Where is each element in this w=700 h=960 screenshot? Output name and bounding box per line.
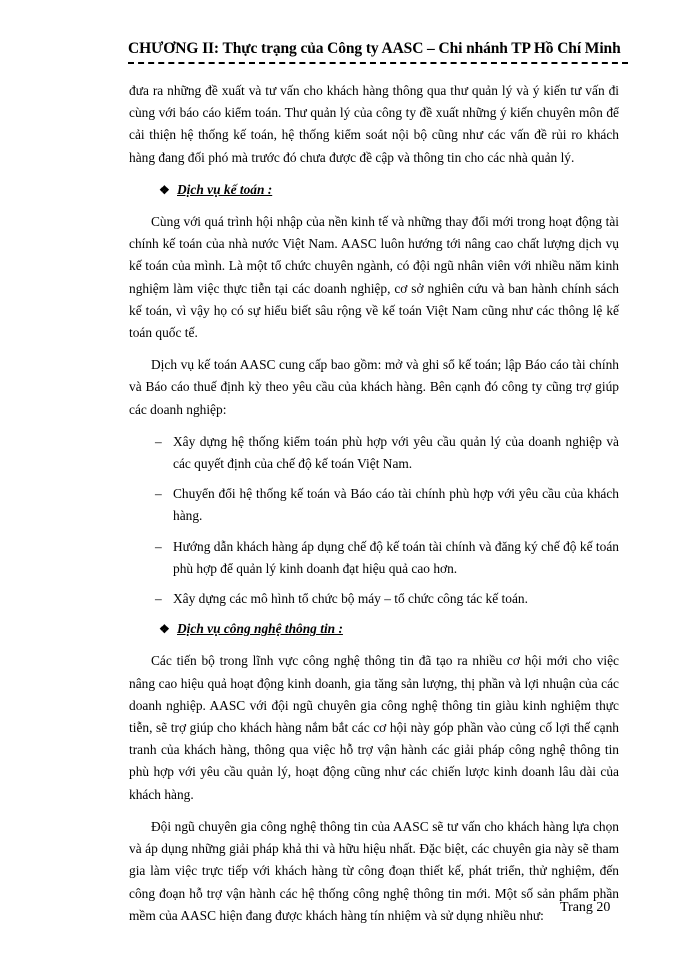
- diamond-bullet-icon: ❖: [159, 622, 170, 637]
- list-item-text: Xây dựng các mô hình tổ chức bộ máy – tổ chức công tác kế toán.: [173, 591, 528, 607]
- page-number: Trang 20: [560, 900, 611, 915]
- section-heading-accounting: [159, 179, 619, 201]
- diamond-bullet-icon: ❖: [159, 182, 170, 197]
- page-body: [129, 80, 619, 937]
- section-heading-text: Dịch vụ kế toán :: [177, 181, 273, 197]
- intro-paragraph: đưa ra những đề xuất và tư vấn cho khách hàng thông qua thư quản lý và ý kiến tư vấn đi cùng với báo cáo kiểm toán. Thư quản lý của công ty đề xuất những ý kiến chuyên môn để cải thiện hệ thống kế toán, hệ thống kiểm soát nội bộ cũng như các vấn đề rủi ro khách hàng đang đối phó mà trước đó chưa được đề cập và thông tin cho các nhà quản lý.: [129, 83, 619, 165]
- it-paragraph-2: Đội ngũ chuyên gia công nghệ thông tin của AASC sẽ tư vấn cho khách hàng lựa chọn và áp dụng những giải pháp khả thi và hữu hiệu nhất. Đặc biệt, các chuyên gia này sẽ tham gia làm việc trực tiếp với khách hàng từ công đoạn thiết kế, phát triển, thử nghiệm, đến công đoạn hỗ trợ vận hành các hệ thống công nghệ thông tin mới. Một số sản phẩm phần mềm của AASC hiện đang được khách hàng tín nhiệm và sử dụng nhiều như:: [129, 818, 619, 923]
- accounting-bullet-list: [129, 431, 619, 610]
- list-item: [129, 588, 619, 610]
- list-item: [129, 536, 619, 580]
- dash-bullet-icon: –: [155, 538, 162, 554]
- list-item-text: Xây dựng hệ thống kiểm toán phù hợp với yêu cầu quản lý của doanh nghiệp và các quyết định của chế độ kế toán Việt Nam.: [173, 433, 619, 472]
- list-item-text: Chuyển đổi hệ thống kế toán và Báo cáo tài chính phù hợp với yêu cầu của khách hàng.: [173, 486, 619, 524]
- section-heading-it: [159, 618, 619, 640]
- list-item: [129, 483, 619, 527]
- header-dashed-rule: [128, 62, 628, 64]
- dash-bullet-icon: –: [155, 486, 162, 502]
- list-item: [129, 431, 619, 475]
- list-item-text: Hướng dẫn khách hàng áp dụng chế độ kế toán tài chính và đăng ký chế độ kế toán phù hợp để quản lý kinh doanh đạt hiệu quả cao hơn.: [173, 538, 619, 576]
- accounting-paragraph-2: Dịch vụ kế toán AASC cung cấp bao gồm: mở và ghi sổ kế toán; lập Báo cáo tài chính và Báo cáo thuế định kỳ theo yêu cầu của khách hàng. Bên cạnh đó công ty cũng trợ giúp các doanh nghiệp:: [129, 357, 619, 417]
- dash-bullet-icon: –: [155, 591, 162, 607]
- chapter-header: CHƯƠNG II: Thực trạng của Công ty AASC – Chi nhánh TP Hồ Chí Minh: [128, 40, 621, 57]
- dash-bullet-icon: –: [155, 433, 162, 449]
- accounting-paragraph-1: Cùng với quá trình hội nhập của nền kinh tế và những thay đổi mới trong hoạt động tài chính kế toán của nhà nước Việt Nam. AASC luôn hướng tới nâng cao chất lượng dịch vụ kế toán của mình. Là một tổ chức chuyên ngành, có đội ngũ nhân viên với nhiều năm kinh nghiệm làm việc thực tiễn tại các doanh nghiệp, cơ sở nghiên cứu và ban hành chính sách kế toán, vì vậy họ có sự hiểu biết sâu rộng về kế toán Việt Nam cũng như các thông lệ kế toán quốc tế.: [129, 214, 619, 341]
- it-paragraph-1: Các tiến bộ trong lĩnh vực công nghệ thông tin đã tạo ra nhiều cơ hội mới cho việc nâng cao hiệu quả hoạt động kinh doanh, gia tăng sản lượng, thị phần và lợi nhuận của các doanh nghiệp. AASC với đội ngũ chuyên gia công nghệ thông tin giàu kinh nghiệm thực tiễn, sẽ trợ giúp cho khách hàng nắm bắt các cơ hội này góp phần vào củng cố lợi thế cạnh tranh của khách hàng, thông qua việc hỗ trợ vận hành các giải pháp công nghệ thông tin phù hợp với yêu cầu quản lý, hoạt động cũng như các chiến lược kinh doanh lâu dài của khách hàng.: [129, 653, 619, 802]
- section-heading-text: Dịch vụ công nghệ thông tin :: [177, 621, 343, 637]
